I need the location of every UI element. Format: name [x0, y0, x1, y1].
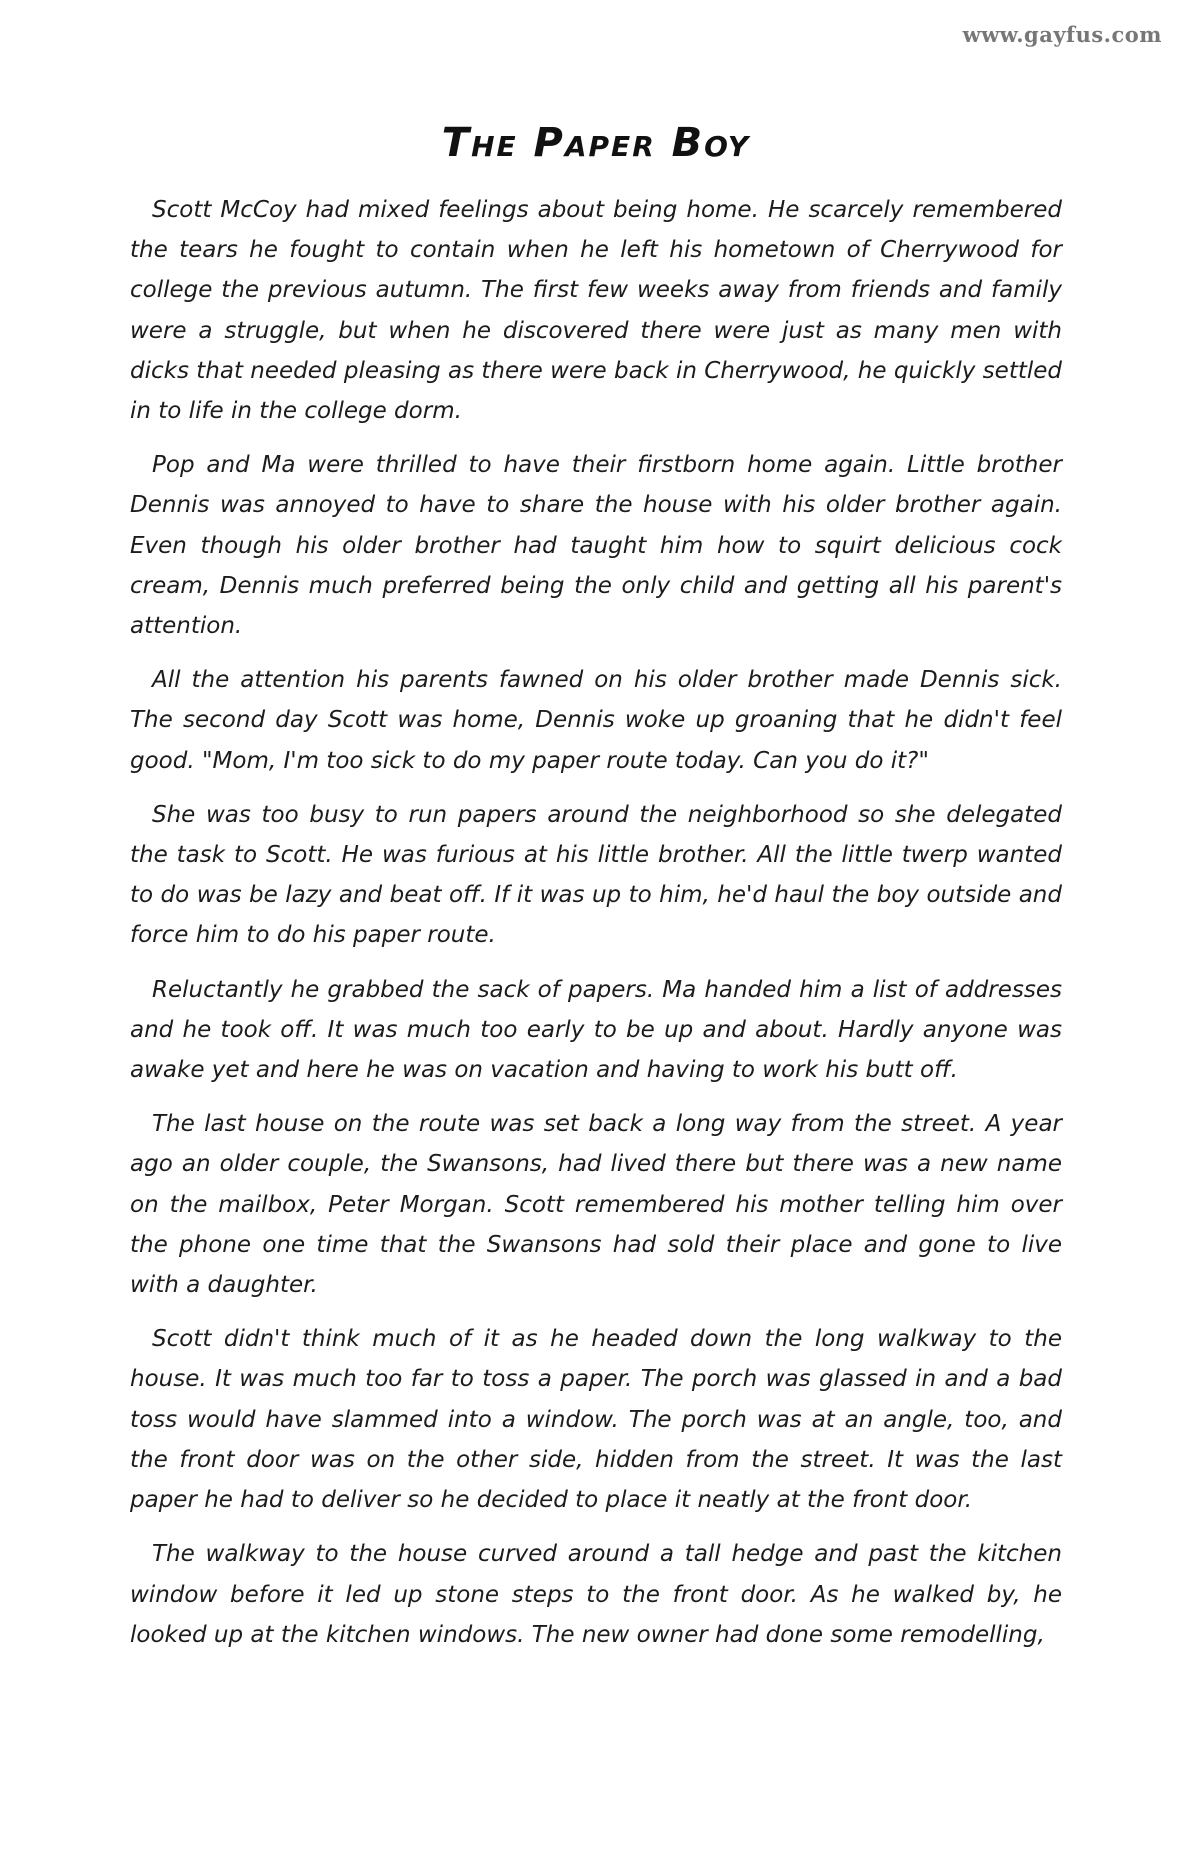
story-paragraph: The last house on the route was set back a long way from the street. A year ago an older couple, the Swansons, had lived there but there was a new name on the mailbox, Peter Morgan. Scott remembered his mother telling him over the phone one time that the Swansons had sold their place and gone to live with a daughter.: [130, 1111, 1062, 1299]
story-paragraph: Reluctantly he grabbed the sack of papers. Ma handed him a list of addresses and he took off. It was much too early to be up and about. Hardly anyone was awake yet and here he was on vacation and having to work his butt off.: [130, 976, 1062, 1084]
watermark: www.gayfus.com: [962, 22, 1162, 47]
story-title: The Paper Boy: [441, 120, 751, 166]
story-page: [130, 120, 1062, 1669]
story-paragraph: Scott McCoy had mixed feelings about being home. He scarcely remembered the tears he fought to contain when he left his hometown of Cherrywood for college the previous autumn. The first few weeks away from friends and family were a struggle, but when he discovered there were just as many men with dicks that needed pleasing as there were back in Cherrywood, he quickly settled in to life in the college dorm.: [130, 197, 1062, 425]
story-paragraph: All the attention his parents fawned on his older brother made Dennis sick. The second day Scott was home, Dennis woke up groaning that he didn't feel good. "Mom, I'm too sick to do my paper route today. Can you do it?": [130, 667, 1062, 774]
story-paragraph: Pop and Ma were thrilled to have their firstborn home again. Little brother Dennis was annoyed to have to share the house with his older brother again. Even though his older brother had taught him how to squirt delicious cock cream, Dennis much preferred being the only child and getting all his parent's attention.: [130, 452, 1062, 640]
story-paragraph: Scott didn't think much of it as he headed down the long walkway to the house. It was much too far to toss a paper. The porch was glassed in and a bad toss would have slammed into a window. The porch was at an angle, too, and the front door was on the other side, hidden from the street. It was the last paper he had to deliver so he decided to place it neatly at the front door.: [130, 1326, 1062, 1514]
story-paragraph: The walkway to the house curved around a tall hedge and past the kitchen window before it led up stone steps to the front door. As he walked by, he looked up at the kitchen windows. The new owner had done some remodelling,: [130, 1541, 1062, 1648]
story-paragraph: She was too busy to run papers around the neighborhood so she delegated the task to Scott. He was furious at his little brother. All the little twerp wanted to do was be lazy and beat off. If it was up to him, he'd haul the boy outside and force him to do his paper route.: [130, 801, 1062, 949]
